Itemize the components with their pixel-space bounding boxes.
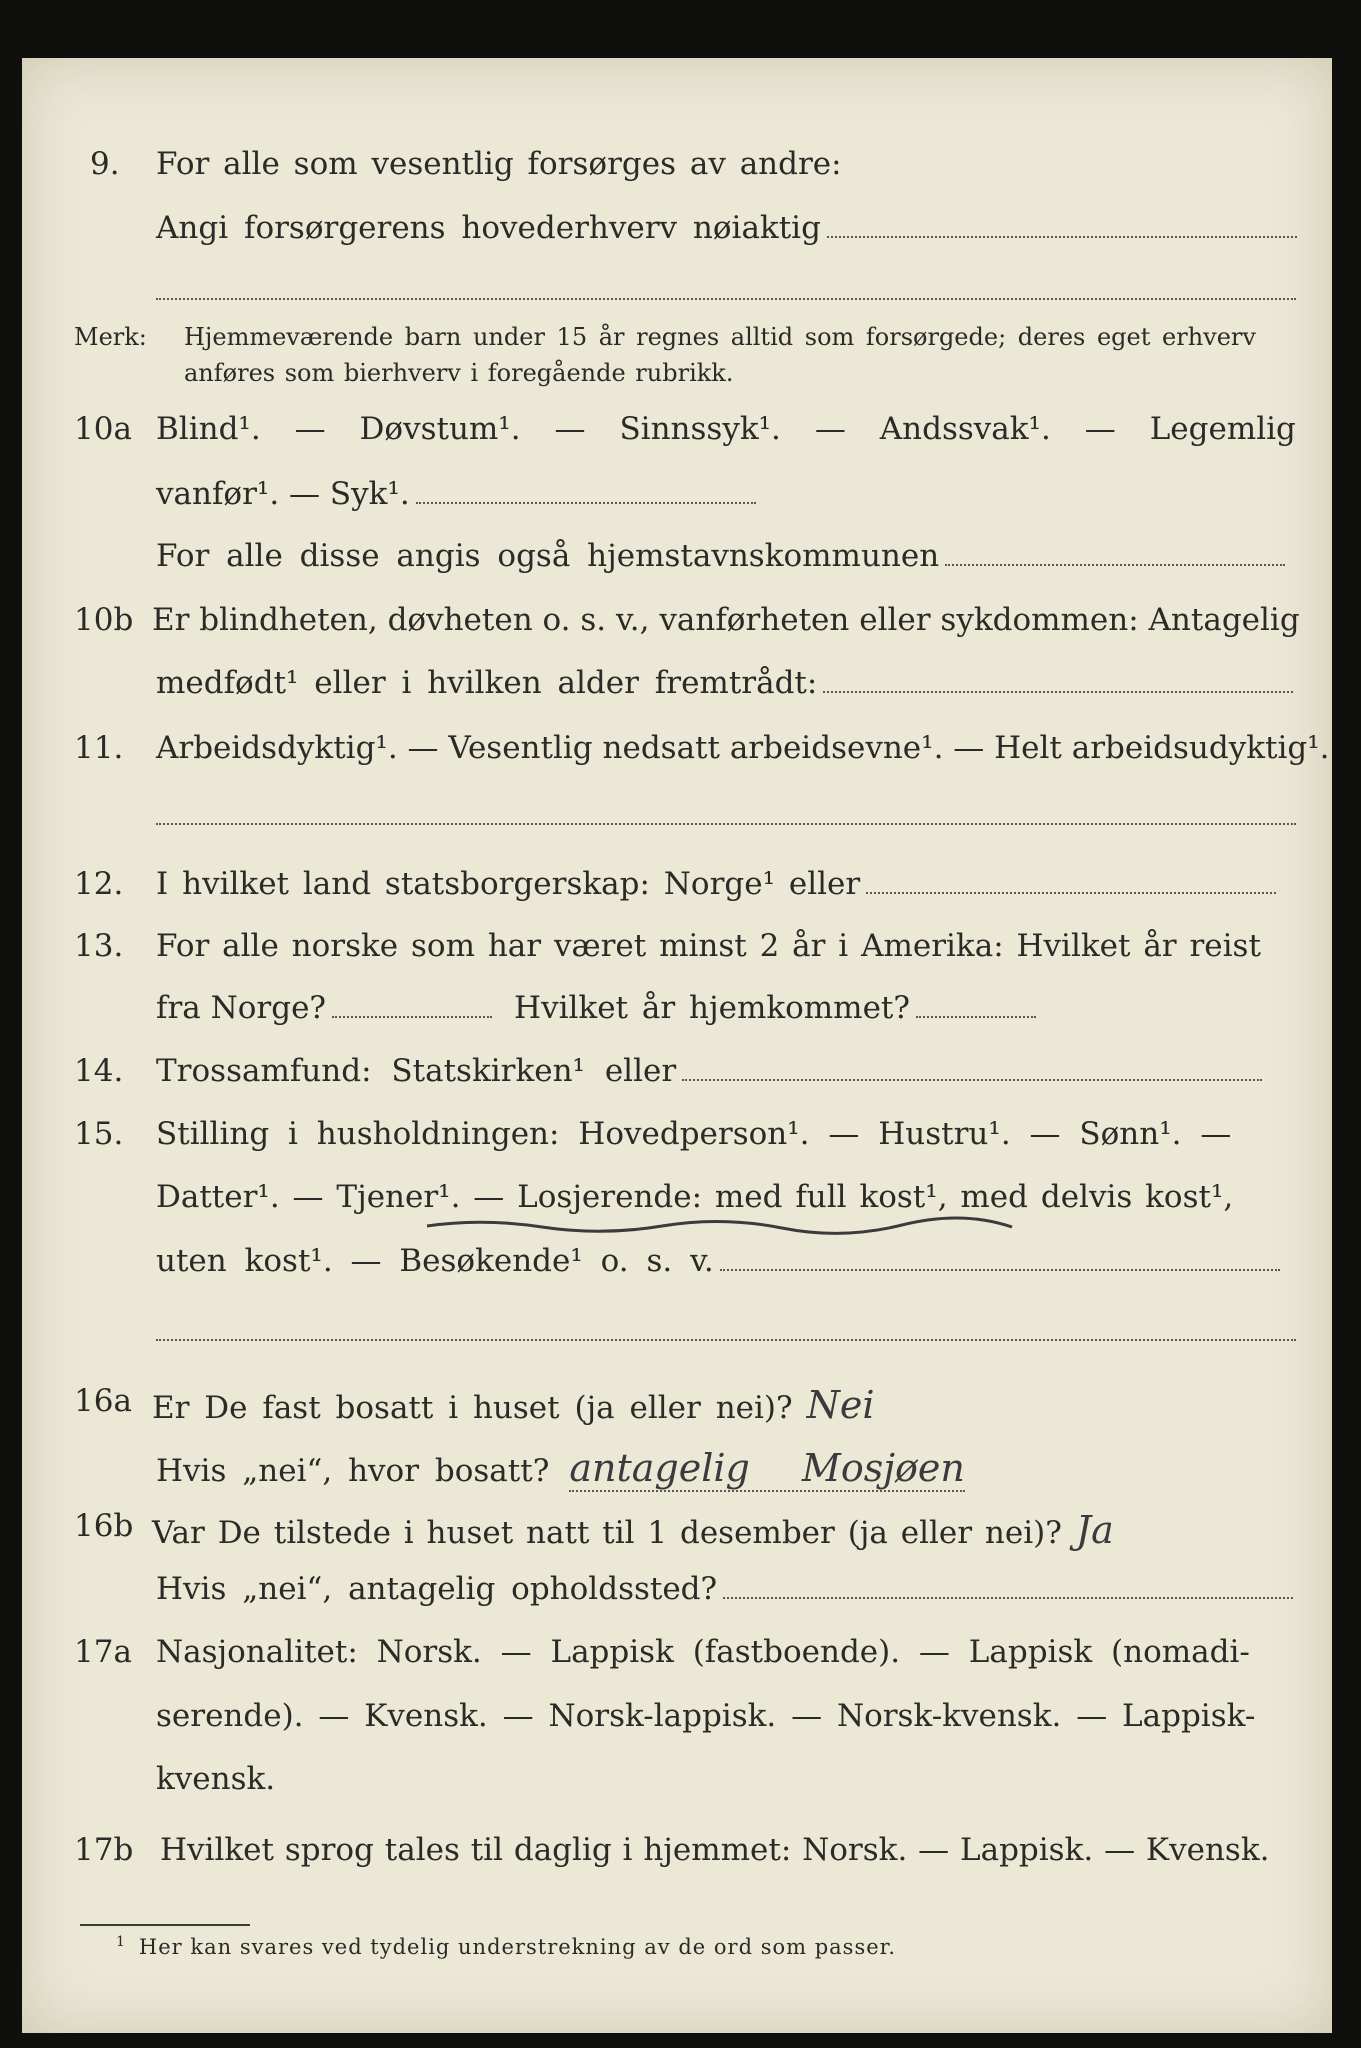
q10a-option-5: — — [814, 411, 846, 447]
q16a-number: 16a — [74, 1383, 132, 1419]
q13-departure-field[interactable] — [332, 1015, 492, 1018]
q10a-number: 10a — [74, 411, 132, 447]
q10a-answer-field[interactable] — [416, 501, 756, 504]
q17a-number: 17a — [74, 1634, 132, 1670]
q10b-line2 — [22, 665, 1332, 715]
q16a-answer-1[interactable]: Nei — [806, 1383, 875, 1427]
q12-line1 — [22, 866, 1332, 916]
q12-answer-field[interactable] — [866, 891, 1276, 894]
q13-text-2a: fra Norge? — [156, 990, 327, 1026]
q10a-text-3: For alle disse angis også hjemstavnskommunen — [156, 538, 940, 574]
q16b-answer-field[interactable] — [723, 1596, 1293, 1599]
q10a-option-0[interactable]: Blind¹. — [156, 411, 261, 447]
q10a-options — [156, 411, 1296, 447]
footnote — [116, 1934, 896, 1959]
q13-number: 13. — [74, 928, 124, 964]
q10a-text-2: vanfør¹. — Syk¹. — [156, 476, 410, 512]
q17a-line2 — [22, 1698, 1332, 1748]
q11-number: 11. — [74, 730, 124, 766]
q16a-text: Er De fast bosatt i huset (ja eller nei)? — [152, 1390, 793, 1426]
q17a-line1 — [22, 1634, 1332, 1684]
q10a-option-8[interactable]: Legemlig — [1149, 411, 1296, 447]
q15-underline-mark — [422, 1216, 1022, 1236]
q15-text-3: uten kost¹. — Besøkende¹ o. s. v. — [156, 1243, 714, 1279]
q13-text: For alle norske som har været minst 2 år i Amerika: Hvilket år reist — [156, 928, 1261, 964]
q17a-line3 — [22, 1761, 1332, 1811]
q14-line1 — [22, 1053, 1332, 1103]
q16b-number: 16b — [74, 1508, 134, 1544]
q10a-option-1: — — [294, 411, 326, 447]
q16a-line2 — [22, 1446, 1332, 1496]
q10a-option-3: — — [554, 411, 586, 447]
q13-line2 — [22, 990, 1332, 1040]
q10a-line3 — [22, 538, 1332, 588]
q16b-text-2: Hvis „nei“, antagelig opholdssted? — [156, 1571, 718, 1607]
q16b-line2 — [22, 1571, 1332, 1621]
q10b-text-2: medfødt¹ eller i hvilken alder fremtrådt: — [156, 665, 818, 701]
q9-text-2: Angi forsørgerens hovederhverv nøiaktig — [156, 210, 821, 246]
q16b-line1 — [22, 1508, 1332, 1558]
q11-answer-rule[interactable] — [156, 823, 1296, 825]
q9-answer-field[interactable] — [827, 235, 1297, 238]
q10a-hometown-field[interactable] — [945, 563, 1285, 566]
q17a-text-3: kvensk. — [156, 1761, 276, 1797]
q9-answer-rule[interactable] — [156, 298, 1296, 300]
q10a-option-2[interactable]: Døvstum¹. — [359, 411, 521, 447]
q17b-line1 — [22, 1832, 1332, 1882]
q16b-answer-1[interactable]: Ja — [1075, 1508, 1114, 1552]
footnote-mark: 1 — [116, 1934, 125, 1950]
q14-answer-field[interactable] — [682, 1078, 1262, 1081]
q12-number: 12. — [74, 866, 124, 902]
q16b-text: Var De tilstede i huset natt til 1 desember (ja eller nei)? — [152, 1515, 1062, 1551]
q13-return-field[interactable] — [916, 1015, 1036, 1018]
q10a-option-6[interactable]: Andssvak¹. — [879, 411, 1051, 447]
merk-text-2: anføres som bierhverv i foregående rubrikk. — [184, 359, 734, 387]
q17a-text: Nasjonalitet: Norsk. — Lappisk (fastboende). — Lappisk (nomadi- — [156, 1634, 1250, 1670]
q10b-text: Er blindheten, døvheten o. s. v., vanførheten eller sykdommen: Antagelig — [152, 602, 1300, 638]
q15-text-2: Datter¹. — Tjener¹. — Losjerende: med full kost¹, med delvis kost¹, — [156, 1179, 1234, 1215]
q14-text: Trossamfund: Statskirken¹ eller — [156, 1053, 677, 1089]
q10a-line1 — [22, 411, 1332, 461]
footnote-rule — [80, 1924, 250, 1926]
q15-number: 15. — [74, 1116, 124, 1152]
q9-text: For alle som vesentlig forsørges av andre: — [156, 146, 842, 182]
q9-line2 — [22, 210, 1332, 260]
q9-line1 — [22, 146, 1332, 196]
q10a-option-7: — — [1084, 411, 1116, 447]
q11-line1 — [22, 730, 1332, 780]
q16a-text-2: Hvis „nei“, hvor bosatt? — [156, 1453, 550, 1489]
q10a-option-4[interactable]: Sinnssyk¹. — [619, 411, 781, 447]
q17a-text-2: serende). — Kvensk. — Norsk-lappisk. — Norsk-kvensk. — Lappisk- — [156, 1698, 1256, 1734]
q11-text: Arbeidsdyktig¹. — Vesentlig nedsatt arbeidsevne¹. — Helt arbeidsudyktig¹. — [156, 730, 1330, 766]
q16a-line1 — [22, 1383, 1332, 1433]
q13-text-2b: Hvilket år hjemkommet? — [514, 990, 911, 1026]
q13-line1 — [22, 928, 1332, 978]
q10b-number: 10b — [74, 602, 134, 638]
q10a-line2 — [22, 476, 1332, 526]
q16a-answer-2[interactable]: antagelig Mosjøen — [569, 1446, 965, 1490]
census-form-page — [22, 58, 1332, 2033]
merk-label: Merk: — [74, 323, 147, 351]
q10b-line1 — [22, 602, 1332, 652]
q15-text: Stilling i husholdningen: Hovedperson¹. — Hustru¹. — Sønn¹. — — [156, 1116, 1232, 1152]
q10b-answer-field[interactable] — [823, 690, 1293, 693]
q17b-number: 17b — [74, 1832, 134, 1868]
q15-line1 — [22, 1116, 1332, 1166]
q9-number: 9. — [90, 146, 120, 182]
q12-text: I hvilket land statsborgerskap: Norge¹ eller — [156, 866, 861, 902]
q15-line3 — [22, 1243, 1332, 1293]
footnote-text: Her kan svares ved tydelig understrekning av de ord som passer. — [138, 1935, 897, 1959]
merk-text-1: Hjemmeværende barn under 15 år regnes alltid som forsørgede; deres eget erhverv — [184, 323, 1256, 351]
q15-answer-field[interactable] — [720, 1268, 1280, 1271]
q17b-text: Hvilket sprog tales til daglig i hjemmet: Norsk. — Lappisk. — Kvensk. — [160, 1832, 1270, 1868]
q14-number: 14. — [74, 1053, 124, 1089]
q15-answer-rule[interactable] — [156, 1339, 1296, 1341]
